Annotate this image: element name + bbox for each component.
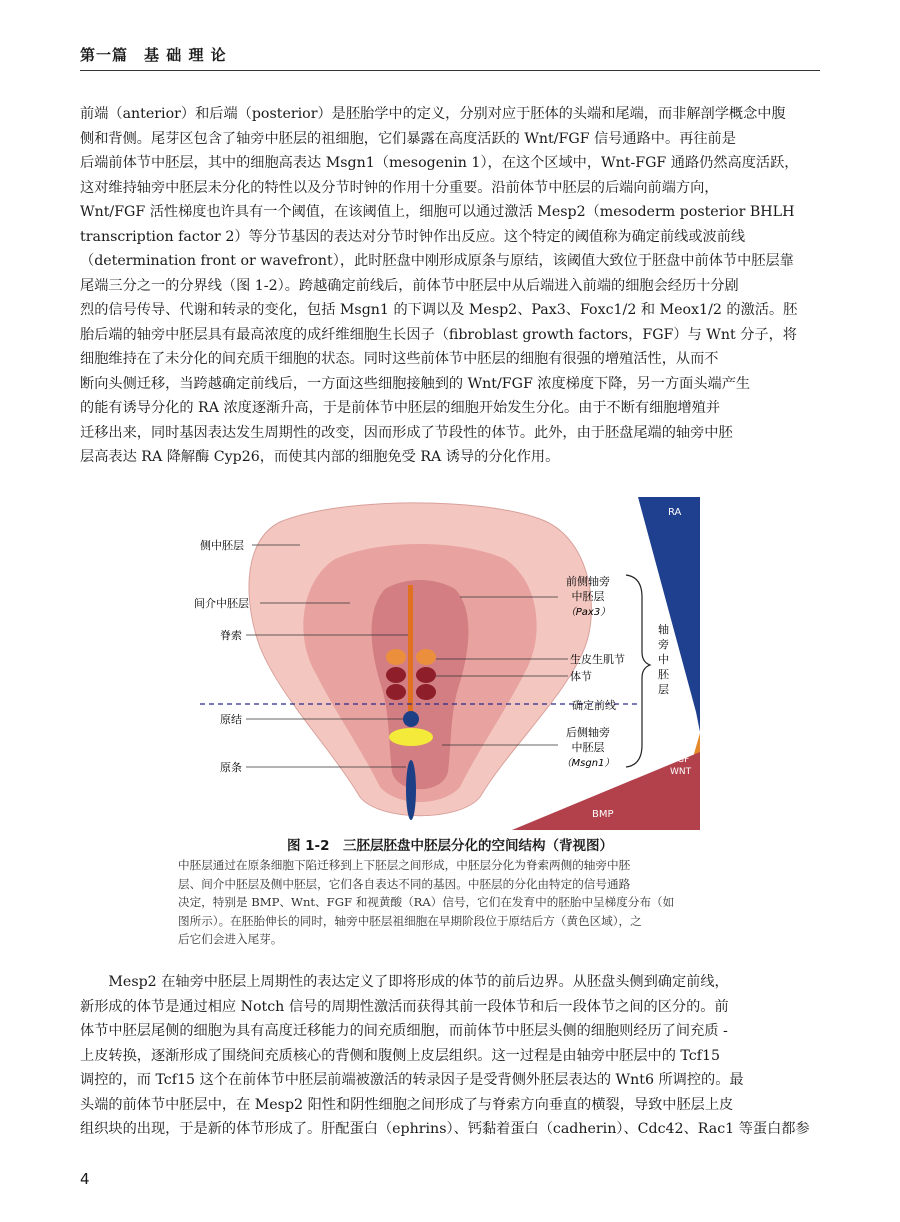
somite-anterior-left	[386, 649, 406, 665]
label-anterior-paraxial: 中胚层	[571, 590, 605, 603]
paragraph-2	[80, 970, 820, 1142]
legend-line: 中胚层通过在原条细胞下陷迁移到上下胚层之间形成，中胚层分化为脊索两侧的轴旁中胚	[178, 858, 631, 872]
text-line: 头端的前体节中胚层中，在 Mesp2 阳性和阴性细胞之间形成了与脊索方向垂直的横裂，导致中胚层上皮	[80, 1096, 734, 1113]
running-header: 第一篇 基 础 理 论	[80, 44, 820, 71]
paragraph-1	[80, 102, 820, 470]
figure-legend	[178, 856, 718, 949]
label-dermomyotome: 生皮生肌节	[570, 653, 625, 666]
text-line: 迁移出来，同时基因表达发生周期性的改变，因而形成了节段性的体节。此外，由于胚盘尾端的轴旁中胚	[80, 424, 733, 441]
label-intermediate-mesoderm: 间介中胚层	[194, 597, 249, 610]
text-line: 烈的信号传导、代谢和转录的变化，包括 Msgn1 的下调以及 Mesp2、Pax3、Foxc1/2 和 Meox1/2 的激活。胚	[80, 302, 798, 318]
figure-mesoderm-diagram	[180, 497, 700, 830]
bmp-label: BMP	[592, 809, 614, 820]
legend-line: 层、间介中胚层及侧中胚层，它们各自表达不同的基因。中胚层的分化由特定的信号通路	[178, 876, 631, 891]
figure-caption: 图 1-2 三胚层胚盘中胚层分化的空间结构（背视图）	[286, 838, 614, 854]
label-posterior-paraxial: 中胚层	[571, 741, 605, 754]
text-line: Mesp2 在轴旁中胚层上周期性的表达定义了即将形成的体节的前后边界。从胚盘头侧到确定前线，	[108, 974, 729, 990]
text-line: 断向头侧迁移，当跨越确定前线后，一方面这些细胞接触到的 Wnt/FGF 浓度梯度下降，另一方面头端产生	[80, 375, 751, 392]
somite-left	[386, 667, 406, 683]
label-primitive-streak: 原条	[220, 761, 242, 774]
ra-gradient	[638, 497, 700, 732]
fgf-label: FGF	[672, 755, 690, 765]
text-line: Wnt/FGF 活性梯度也许具有一个阈值，在该阈值上，细胞可以通过激活 Mesp2（mesoderm posterior BHLH	[80, 204, 795, 220]
text-line: 这对维持轴旁中胚层未分化的特性以及分节时钟的作用十分重要。沿前体节中胚层的后端向前端方向，	[80, 179, 719, 196]
label-lateral-mesoderm: 侧中胚层	[200, 539, 244, 552]
text-line: 前端（anterior）和后端（posterior）是胚胎学中的定义，分别对应于胚体的头端和尾端，而非解剖学概念中腹	[80, 106, 786, 122]
text-line: 后端前体节中胚层，其中的细胞高表达 Msgn1（mesogenin 1），在这个区域中，Wnt-FGF 通路仍然高度活跃，	[80, 155, 799, 171]
label-paraxial-char: 胚	[658, 668, 669, 681]
label-somite: 体节	[570, 670, 592, 683]
somite-left	[386, 684, 406, 700]
text-line: 体节中胚层尾侧的细胞为具有高度迁移能力的间充质细胞，而前体节中胚层头侧的细胞则经历了间充质 -	[80, 1023, 728, 1039]
page-number: 4	[80, 1170, 90, 1188]
label-paraxial-char: 旁	[658, 638, 669, 651]
text-line: 新形成的体节是通过相应 Notch 信号的周期性激活而获得其前一段体节和后一段体节之间的区分的。前	[80, 998, 729, 1015]
label-anterior-paraxial: 前侧轴旁	[566, 575, 610, 588]
primitive-node	[403, 711, 419, 727]
text-line: 的能有诱导分化的 RA 浓度逐渐升高，于是前体节中胚层的细胞开始发生分化。由于不断有细胞增殖并	[80, 400, 721, 416]
legend-line: 图所示）。在胚胎伸长的同时，轴旁中胚层祖细胞在早期阶段位于原结后方（黄色区域），之	[178, 913, 642, 928]
somite-anterior-right	[416, 649, 436, 665]
legend-line: 决定，特别是 BMP、Wnt、FGF 和视黄酸（RA）信号，它们在发育中的胚胎中呈梯度分布（如	[178, 895, 675, 909]
primitive-streak	[406, 760, 416, 820]
text-line: 调控的，而 Tcf15 这个在前体节中胚层前端被激活的转录因子是受背侧外胚层表达的 Wnt6 所调控的。最	[80, 1072, 744, 1088]
text-line: 胎后端的轴旁中胚层具有最高浓度的成纤维细胞生长因子（fibroblast growth factors，FGF）与 Wnt 分子，将	[80, 326, 797, 343]
text-line: （determination front or wavefront），此时胚盘中刚形成原条与原结，该阈值大致位于胚盘中前体节中胚层靠	[80, 253, 794, 269]
text-line: transcription factor 2）等分节基因的表达对分节时钟作出反应。这个特定的阈值称为确定前线或波前线	[80, 228, 746, 245]
label-msgn1: （Msgn1）	[561, 758, 615, 769]
legend-line: 后它们会进入尾芽。	[178, 932, 283, 946]
label-paraxial-char: 轴	[658, 623, 669, 636]
notochord	[408, 585, 413, 713]
text-line: 层高表达 RA 降解酶 Cyp26，而使其内部的细胞免受 RA 诱导的分化作用。	[80, 449, 560, 465]
yellow-progenitor-region	[389, 728, 433, 746]
label-paraxial-char: 中	[658, 653, 669, 666]
paraxial-bracket	[626, 575, 650, 767]
wnt-label: WNT	[670, 767, 692, 777]
text-line: 组织块的出现，于是新的体节形成了。肝配蛋白（ephrins）、钙黏着蛋白（cadherin）、Cdc42、Rac1 等蛋白都参	[80, 1121, 810, 1137]
label-node: 原结	[220, 713, 242, 726]
mesoderm-diagram-svg	[180, 497, 700, 830]
label-paraxial-char: 层	[658, 683, 669, 696]
somite-right	[416, 667, 436, 683]
text-line: 细胞维持在了未分化的间充质干细胞的状态。同时这些前体节中胚层的细胞有很强的增殖活性，从而不	[80, 351, 719, 367]
label-notochord: 脊索	[220, 629, 242, 642]
somite-right	[416, 684, 436, 700]
label-determination-front: 确定前线	[572, 699, 616, 712]
text-line: 上皮转换，逐渐形成了围绕间充质核心的背侧和腹侧上皮层组织。这一过程是由轴旁中胚层中的 Tcf15	[80, 1047, 720, 1064]
text-line: 尾端三分之一的分界线（图 1-2）。跨越确定前线后，前体节中胚层中从后端进入前端的细胞会经历十分剧	[80, 277, 739, 294]
ra-label: RA	[668, 507, 682, 518]
text-line: 侧和背侧。尾芽区包含了轴旁中胚层的祖细胞，它们暴露在高度活跃的 Wnt/FGF 信号通路中。再往前是	[80, 130, 736, 147]
label-posterior-paraxial: 后侧轴旁	[566, 726, 610, 739]
label-pax3: （Pax3）	[565, 607, 611, 618]
